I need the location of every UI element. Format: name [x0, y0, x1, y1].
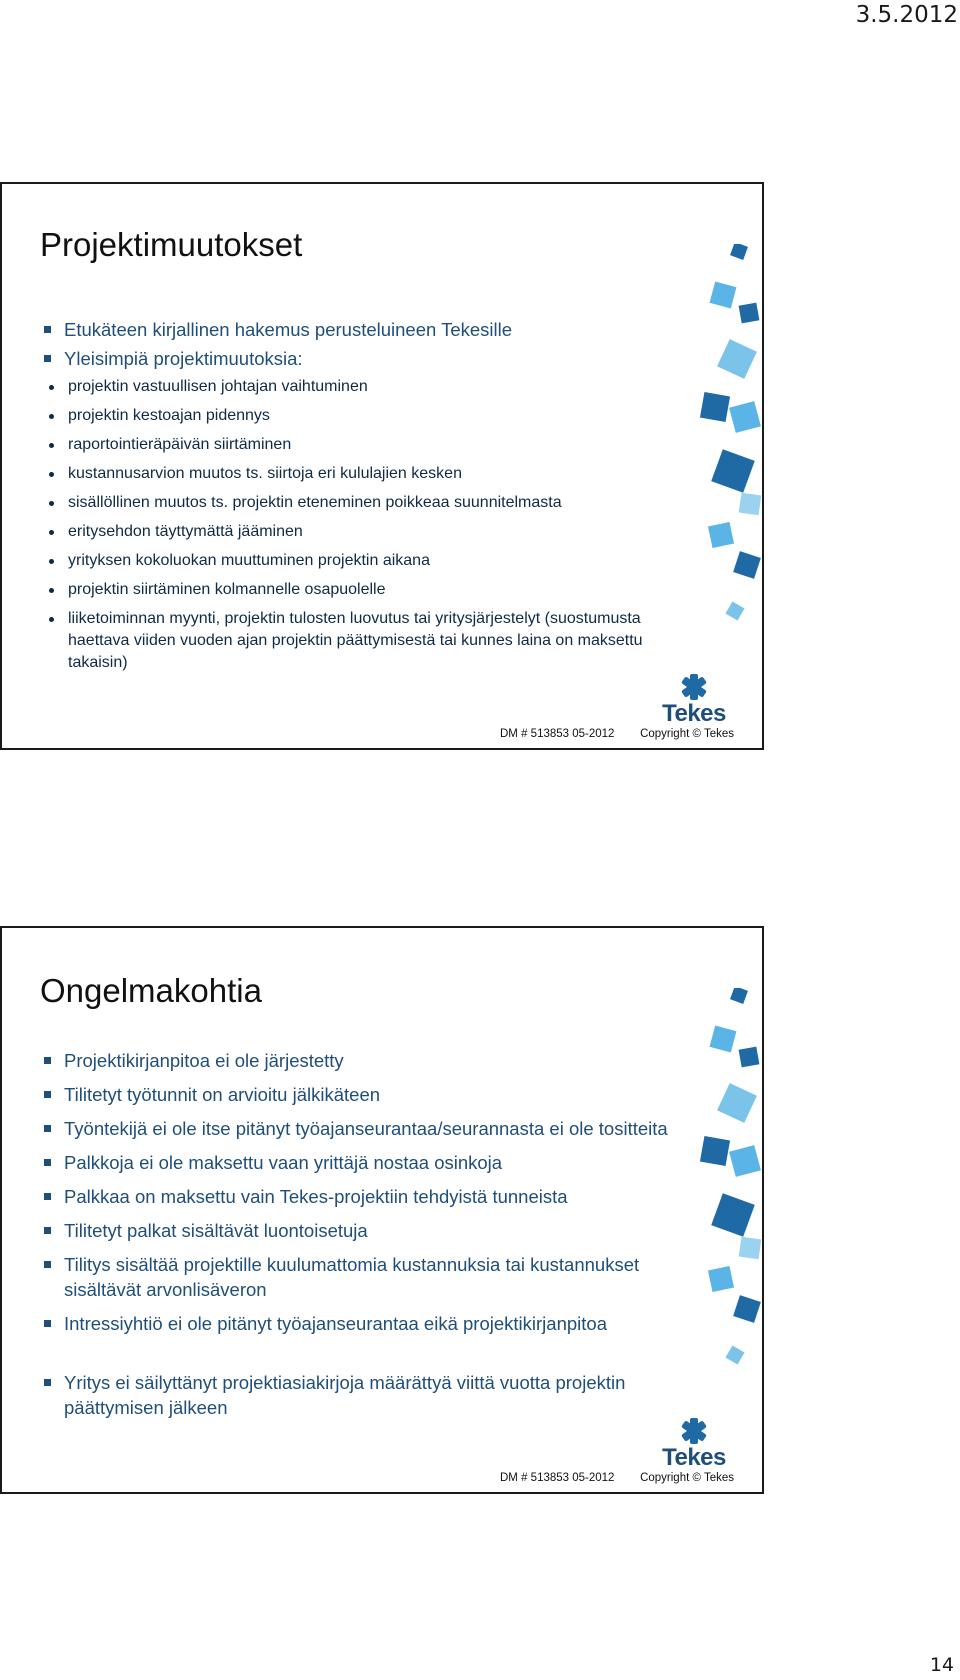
asterisk-icon [654, 672, 734, 702]
asterisk-icon [654, 1416, 734, 1446]
sub-bullet-item: raportointieräpäivän siirtäminen [44, 434, 682, 456]
bullet-item: Tilitys sisältää projektille kuulumattomia kustannuksia tai kustannukset sisältävät arvonlisäveron [44, 1252, 682, 1302]
square-bullet-icon [44, 355, 51, 362]
sub-bullet-item: liiketoiminnan myynti, projektin tulosten luovutus tai yritysjärjestelyt (suostumusta haettava viiden vuoden ajan projektin päättymisestä tai kunnes laina on maksettu takaisin) [44, 608, 682, 674]
square-bullet-icon [44, 1379, 51, 1386]
dot-bullet-icon [49, 443, 54, 448]
sub-bullet-item: sisällöllinen muutos ts. projektin eteneminen poikkeaa suunnitelmasta [44, 492, 682, 514]
square-bullet-icon [44, 1193, 51, 1200]
sub-bullet-item: kustannusarvion muutos ts. siirtoja eri kululajien kesken [44, 463, 682, 485]
square-bullet-icon [44, 1227, 51, 1234]
sub-bullet-item: yrityksen kokoluokan muuttuminen projektin aikana [44, 550, 682, 572]
bullet-item: Intressiyhtiö ei ole pitänyt työajanseurantaa eikä projektikirjanpitoa [44, 1311, 682, 1336]
bullet-item: Tilitetyt työtunnit on arvioitu jälkikäteen [44, 1082, 682, 1107]
bullet-item: Tilitetyt palkat sisältävät luontoisetuja [44, 1218, 682, 1243]
sub-bullet-item: projektin vastuullisen johtajan vaihtuminen [44, 376, 682, 398]
slide-projektimuutokset [0, 182, 764, 750]
bullet-item: Palkkaa on maksettu vain Tekes-projektiin tehdyistä tunneista [44, 1184, 682, 1209]
page-number: 14 [929, 1654, 954, 1676]
slide-content [44, 1048, 682, 1429]
page-date: 3.5.2012 [855, 2, 958, 28]
decorative-squares-graphic [692, 988, 762, 1408]
tekes-logo: Tekes [654, 672, 734, 728]
sub-bullet-item: eritysehdon täyttymättä jääminen [44, 521, 682, 543]
tekes-logo: Tekes [654, 1416, 734, 1472]
bullet-item: Yritys ei säilyttänyt projektiasiakirjoja määrättyä viittä vuotta projektin päättymisen jälkeen [44, 1370, 682, 1420]
bullet-item: Etukäteen kirjallinen hakemus perusteluineen Tekesille [44, 318, 682, 341]
footer-doc-id: DM # 513853 05-2012 [500, 728, 615, 740]
bullet-item: Projektikirjanpitoa ei ole järjestetty [44, 1048, 682, 1073]
square-bullet-icon [44, 1057, 51, 1064]
bullet-item: Palkkoja ei ole maksettu vaan yrittäjä nostaa osinkoja [44, 1150, 682, 1175]
dot-bullet-icon [49, 501, 54, 506]
sub-bullet-item: projektin kestoajan pidennys [44, 405, 682, 427]
slide-title: Ongelmakohtia [40, 972, 262, 1009]
dot-bullet-icon [49, 617, 54, 622]
slide-content [44, 318, 682, 681]
dot-bullet-icon [49, 472, 54, 477]
square-bullet-icon [44, 1125, 51, 1132]
slide-ongelmakohtia [0, 926, 764, 1494]
slide-title: Projektimuutokset [40, 226, 303, 263]
square-bullet-icon [44, 1091, 51, 1098]
dot-bullet-icon [49, 385, 54, 390]
dot-bullet-icon [49, 414, 54, 419]
square-bullet-icon [44, 326, 51, 333]
square-bullet-icon [44, 1320, 51, 1327]
footer-doc-id: DM # 513853 05-2012 [500, 1472, 615, 1484]
footer-copyright: Copyright © Tekes [640, 728, 734, 740]
bullet-item: Työntekijä ei ole itse pitänyt työajanseurantaa/seurannasta ei ole tositteita [44, 1116, 682, 1141]
square-bullet-icon [44, 1159, 51, 1166]
dot-bullet-icon [49, 530, 54, 535]
sub-bullet-item: projektin siirtäminen kolmannelle osapuolelle [44, 579, 682, 601]
bullet-item: Yleisimpiä projektimuutoksia: [44, 347, 682, 370]
square-bullet-icon [44, 1261, 51, 1268]
footer-copyright: Copyright © Tekes [640, 1472, 734, 1484]
dot-bullet-icon [49, 588, 54, 593]
decorative-squares-graphic [692, 244, 762, 664]
dot-bullet-icon [49, 559, 54, 564]
